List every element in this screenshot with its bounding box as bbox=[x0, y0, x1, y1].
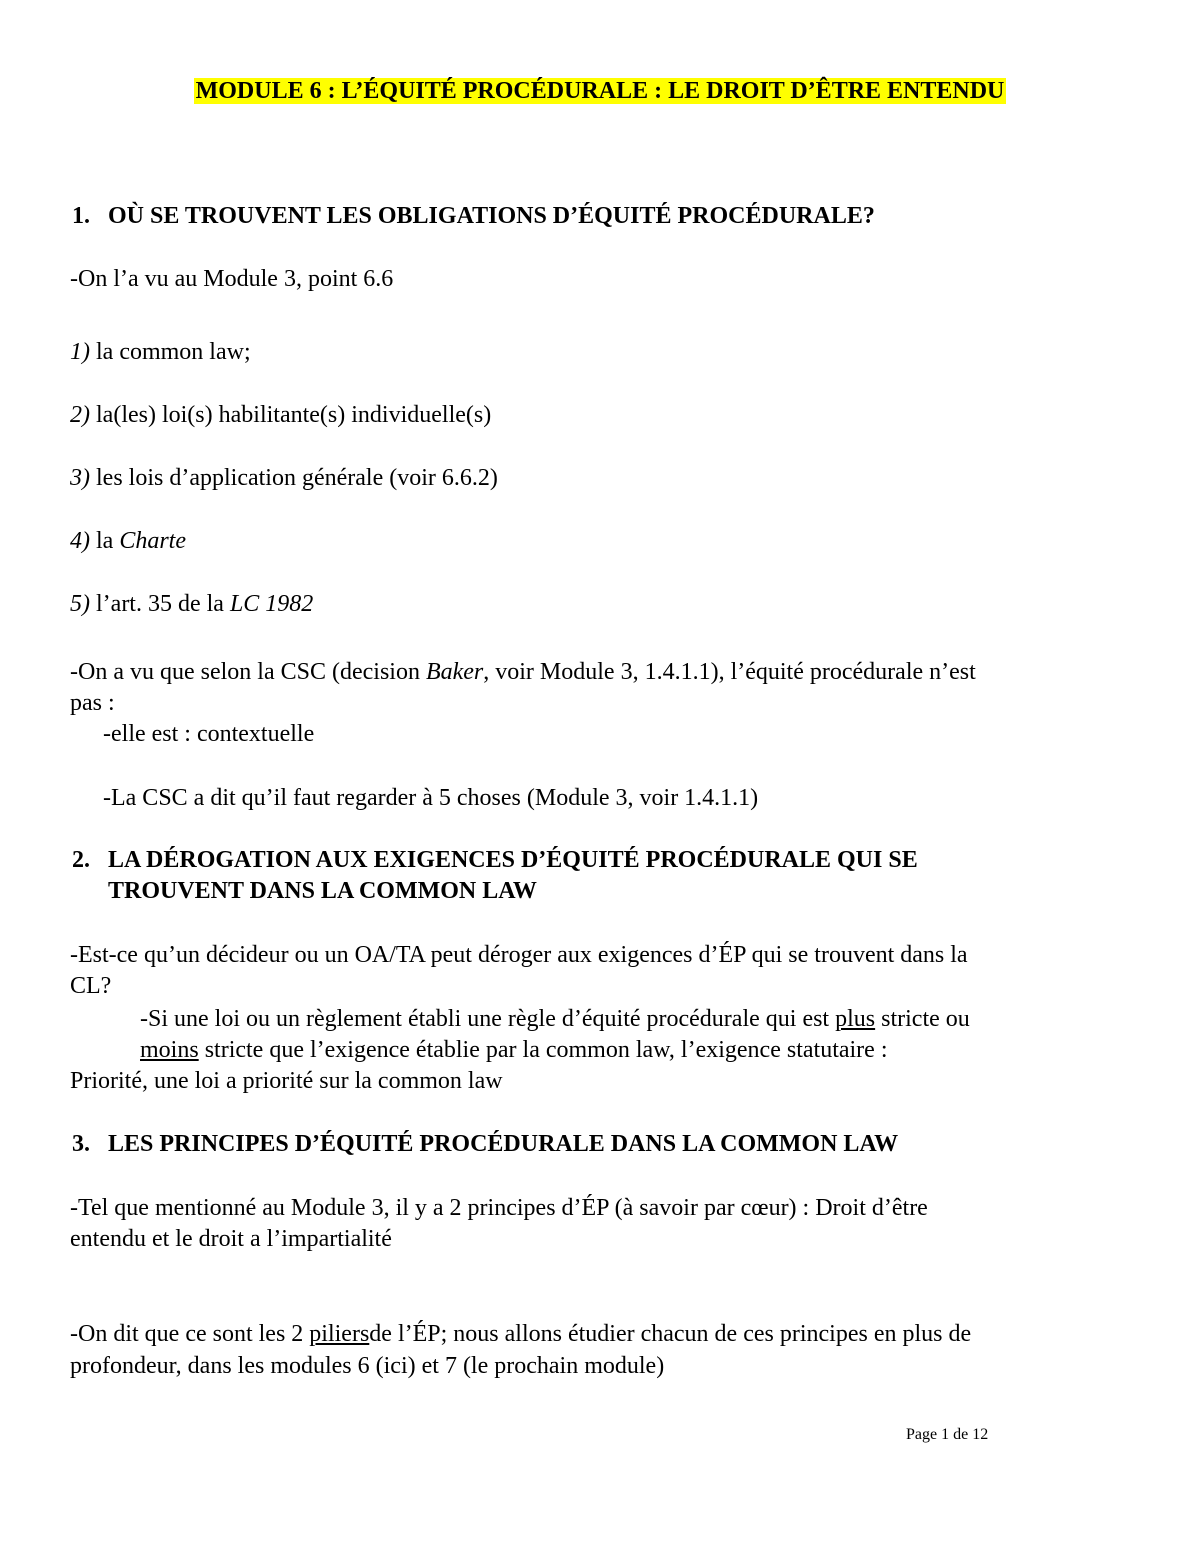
paragraph-line: -La CSC a dit qu’il faut regarder à 5 choses (Module 3, voir 1.4.1.1) bbox=[103, 785, 759, 811]
paragraph-line: -Est-ce qu’un décideur ou un OA/TA peut déroger aux exigences d’ÉP qui se trouvent dans la bbox=[70, 942, 968, 968]
list-italic-text: LC 1982 bbox=[229, 591, 314, 617]
list-text: l’art. 35 de la bbox=[96, 591, 230, 617]
list-number: 4) bbox=[70, 528, 90, 554]
list-item bbox=[70, 463, 498, 493]
list-item bbox=[70, 526, 186, 556]
paragraph-line: Priorité, une loi a priorité sur la common law bbox=[70, 1068, 503, 1094]
text-run: de l’ÉP; nous allons étudier chacun de ces principes en plus de bbox=[369, 1321, 972, 1347]
text-run: stricte ou bbox=[875, 1006, 970, 1032]
underlined-word: moins bbox=[140, 1037, 199, 1063]
section-2-heading bbox=[72, 845, 918, 875]
list-item bbox=[70, 400, 491, 430]
text-run: -On a vu que selon la CSC (decision bbox=[70, 659, 426, 685]
list-number: 5) bbox=[70, 591, 90, 617]
paragraph-line: -Tel que mentionné au Module 3, il y a 2 principes d’ÉP (à savoir par cœur) : Droit d’être bbox=[70, 1195, 928, 1221]
list-number: 3) bbox=[70, 465, 90, 491]
list-number: 2) bbox=[70, 402, 90, 428]
title-text: MODULE 6 : L’ÉQUITÉ PROCÉDURALE : LE DROIT D’ÊTRE ENTENDU bbox=[195, 78, 1005, 104]
paragraph-line bbox=[140, 1035, 888, 1065]
section-1-heading bbox=[72, 201, 875, 231]
text-run: , voir Module 3, 1.4.1.1), l’équité procédurale n’est bbox=[483, 659, 976, 685]
section-number: 1. bbox=[72, 203, 90, 229]
paragraph-line: profondeur, dans les modules 6 (ici) et 7 (le prochain module) bbox=[70, 1353, 665, 1379]
paragraph-line bbox=[140, 1004, 970, 1034]
paragraph-line: -elle est : contextuelle bbox=[103, 721, 315, 747]
underlined-word: piliers bbox=[309, 1321, 370, 1347]
text-run: -On dit que ce sont les 2 bbox=[70, 1321, 310, 1347]
list-item bbox=[70, 589, 313, 619]
section-1-intro: -On l’a vu au Module 3, point 6.6 bbox=[70, 266, 394, 292]
page-title bbox=[0, 76, 1200, 106]
italic-case-name: Baker bbox=[425, 659, 484, 685]
paragraph-line: entendu et le droit a l’impartialité bbox=[70, 1226, 392, 1252]
text-run: stricte que l’exigence établie par la common law, l’exigence statutaire : bbox=[198, 1037, 888, 1063]
paragraph-line bbox=[70, 657, 976, 687]
text-run: -Si une loi ou un règlement établi une règle d’équité procédurale qui est bbox=[140, 1006, 836, 1032]
section-heading-text: OÙ SE TROUVENT LES OBLIGATIONS D’ÉQUITÉ PROCÉDURALE? bbox=[108, 203, 875, 229]
section-heading-text: LA DÉROGATION AUX EXIGENCES D’ÉQUITÉ PROCÉDURALE QUI SE bbox=[108, 847, 918, 873]
list-italic-text: Charte bbox=[119, 528, 186, 554]
section-heading-text: LES PRINCIPES D’ÉQUITÉ PROCÉDURALE DANS LA COMMON LAW bbox=[108, 1131, 899, 1157]
paragraph-line: pas : bbox=[70, 690, 115, 716]
underlined-word: plus bbox=[835, 1006, 876, 1032]
section-number: 2. bbox=[72, 847, 90, 873]
list-text: la bbox=[96, 528, 120, 554]
section-heading-text: TROUVENT DANS LA COMMON LAW bbox=[108, 878, 537, 904]
list-item bbox=[70, 337, 251, 367]
list-text: la common law; bbox=[96, 339, 251, 365]
section-number: 3. bbox=[72, 1131, 90, 1157]
paragraph-line: CL? bbox=[70, 973, 112, 999]
paragraph-line bbox=[70, 1319, 971, 1349]
list-text: la(les) loi(s) habilitante(s) individuelle(s) bbox=[96, 402, 492, 428]
section-3-heading bbox=[72, 1129, 898, 1159]
list-text: les lois d’application générale (voir 6.6.2) bbox=[96, 465, 498, 491]
list-number: 1) bbox=[70, 339, 90, 365]
page-number: Page 1 de 12 bbox=[906, 1426, 989, 1443]
